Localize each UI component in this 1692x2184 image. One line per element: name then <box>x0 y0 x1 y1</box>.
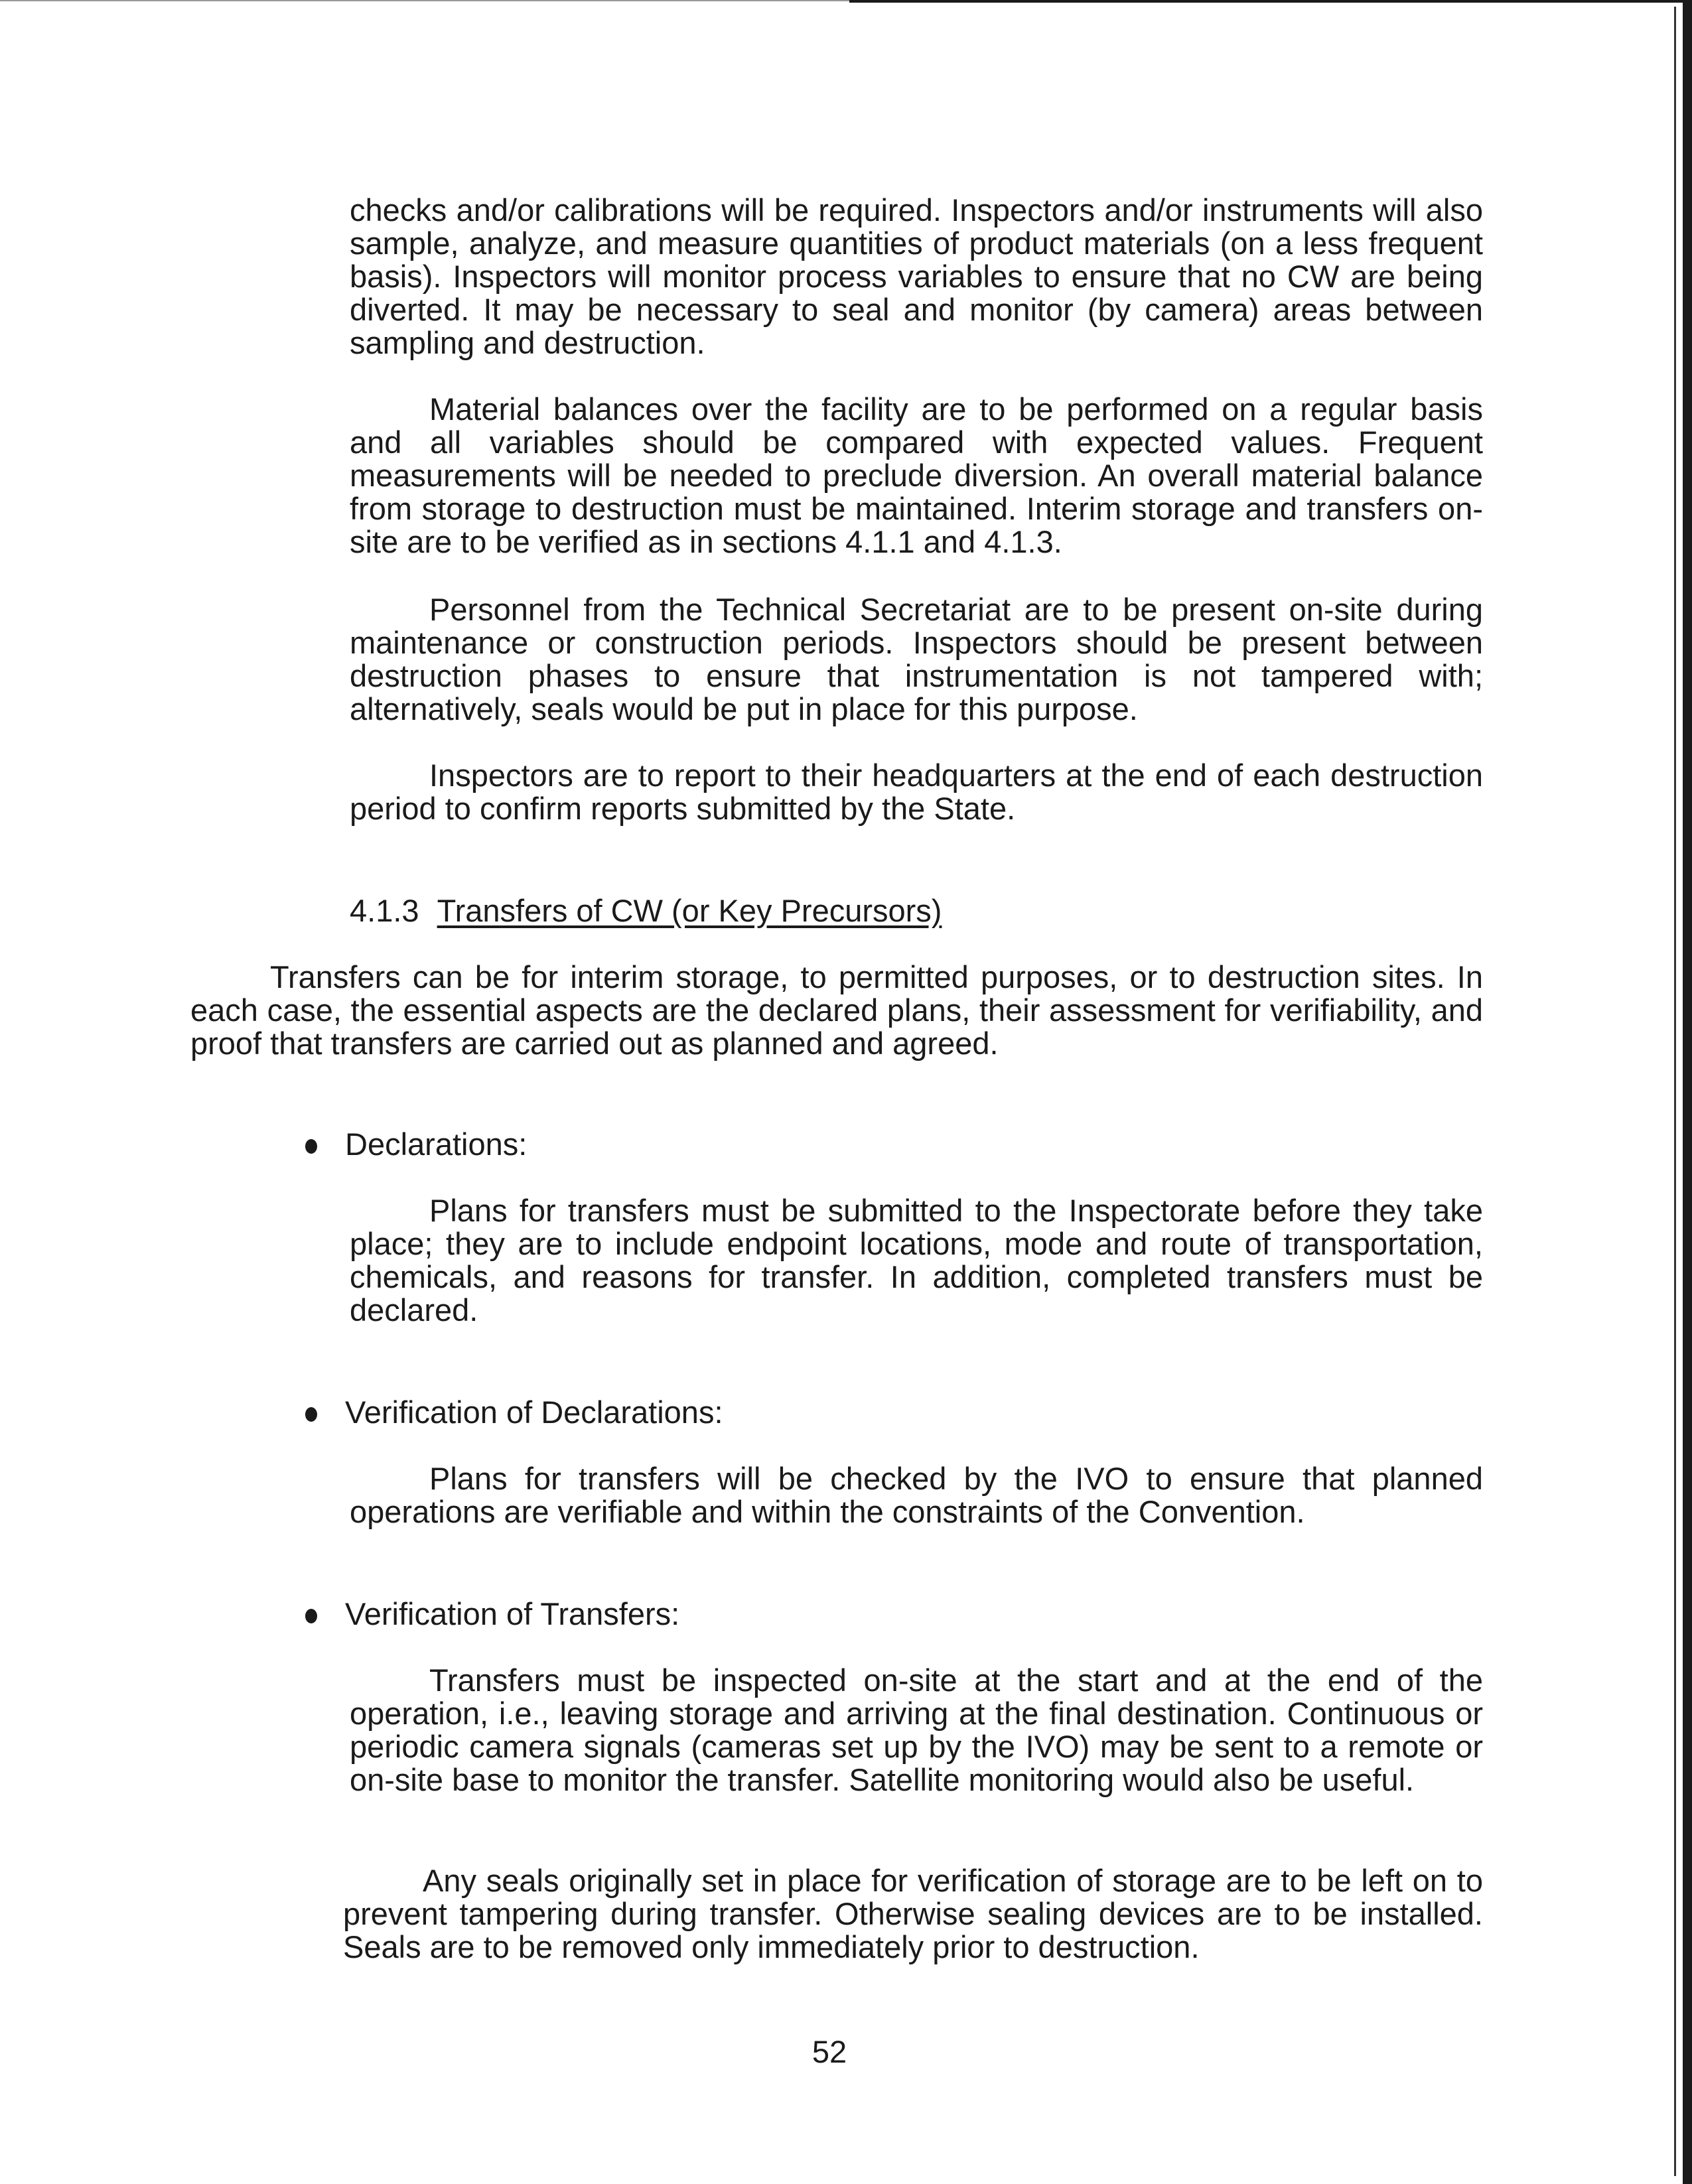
bullet-dot-icon <box>305 1609 317 1623</box>
bullet-label: Verification of Declarations: <box>345 1395 723 1430</box>
page-number: 52 <box>811 2034 847 2069</box>
bullet-label: Verification of Transfers: <box>345 1596 680 1631</box>
section-title: Transfers of CW (or Key Precursors) <box>437 893 942 928</box>
scan-top-edge-dark <box>849 0 1692 3</box>
paragraph-inspectors-report: Inspectors are to report to their headquarters at the end of each destruction period to confirm reports submitted by the State. <box>350 758 1483 826</box>
paragraph-declarations: Plans for transfers must be submitted to the Inspectorate before they take place; they are to include endpoint locations, mode and route of transportation, chemicals, and reasons for transfer. In addition, completed transfers must be declared. <box>350 1193 1483 1328</box>
scan-right-edge-inner <box>1674 7 1676 2176</box>
bullet-dot-icon <box>305 1407 317 1422</box>
scan-right-edge <box>1683 0 1692 2184</box>
bullet-dot-icon <box>305 1139 317 1154</box>
paragraph-material-balances: Material balances over the facility are to be performed on a regular basis and all variables should be compared with expected values. Frequent measurements will be needed to preclude diversion. An overall material balance from storage to destruction must be maintained. Interim storage and transfers on-site are to be verified as in sections 4.1.1 and 4.1.3. <box>350 391 1483 559</box>
section-heading <box>350 894 942 927</box>
paragraph-seals: Any seals originally set in place for verification of storage are to be left on to prevent tampering during transfer. Otherwise sealing devices are to be installed. Seals are to be removed only immediately prior to destruction. <box>343 1863 1483 1964</box>
paragraph-verification-transfers: Transfers must be inspected on-site at the start and at the end of the operation, i.e., leaving storage and arriving at the final destination. Continuous or periodic camera signals (cameras set up by the IVO) may be sent to a remote or on-site base to monitor the transfer. Satellite monitoring would also be useful. <box>350 1663 1483 1797</box>
paragraph-verification-declarations: Plans for transfers will be checked by the IVO to ensure that planned operations are verifiable and within the constraints of the Convention. <box>350 1461 1483 1529</box>
section-number: 4.1.3 <box>350 893 419 928</box>
paragraph-section-intro: Transfers can be for interim storage, to permitted purposes, or to destruction sites. In each case, the essential aspects are the declared plans, their assessment for verifiability, and proof that transfers are carried out as planned and agreed. <box>190 959 1483 1061</box>
bullet-label: Declarations: <box>345 1126 528 1162</box>
paragraph-calibrations: checks and/or calibrations will be required. Inspectors and/or instruments will also sample, analyze, and measure quantities of product materials (on a less frequent basis). Inspectors will monitor process variables to ensure that no CW are being diverted. It may be necessary to seal and monitor (by camera) areas between sampling and destruction. <box>350 192 1483 360</box>
paragraph-personnel: Personnel from the Technical Secretariat are to be present on-site during maintenance or construction periods. Inspectors should be present between destruction phases to ensure that instrumentation is not tampered with; alternatively, seals would be put in place for this purpose. <box>350 592 1483 726</box>
